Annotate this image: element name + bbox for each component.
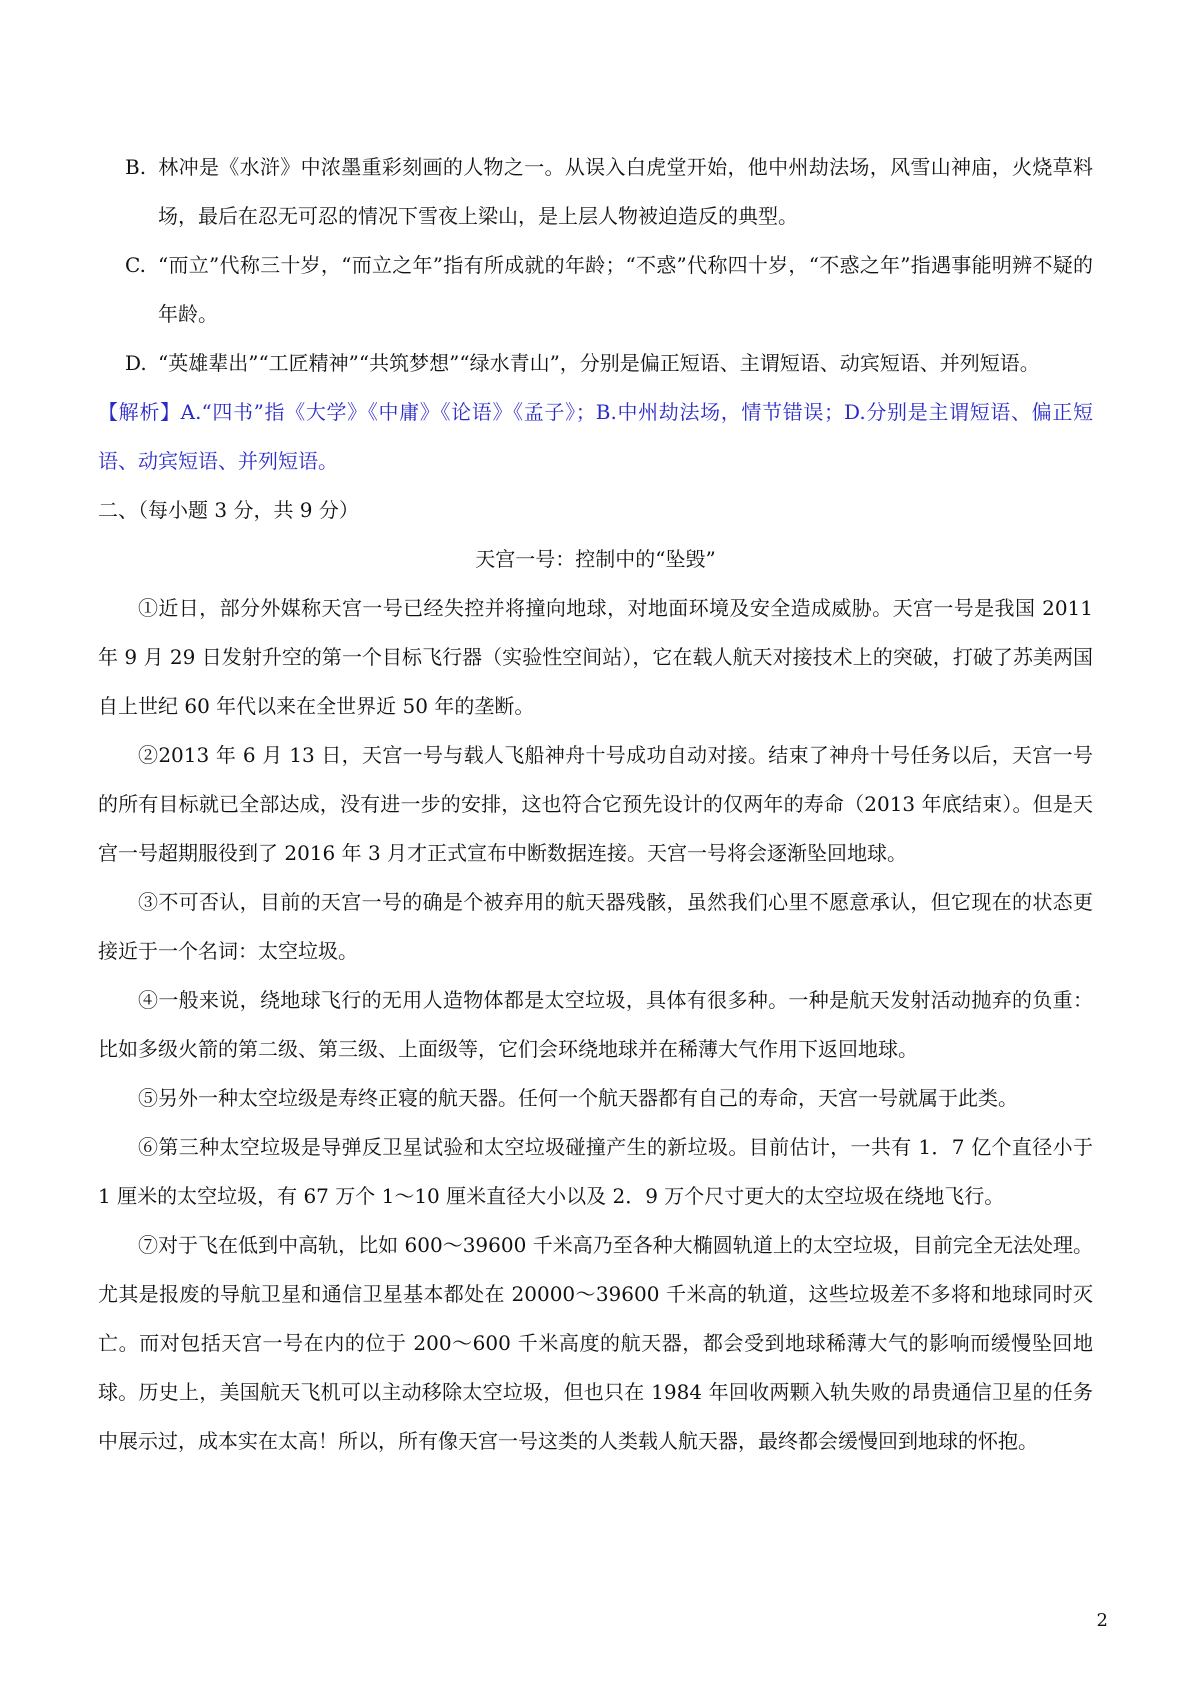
option-d [98, 339, 1093, 388]
option-text: “而立”代称三十岁，“而立之年”指有所成就的年龄；“不惑”代称四十岁，“不惑之年”指遇事能明辨不疑的年龄。 [158, 253, 1093, 326]
page-content [98, 143, 1093, 1466]
article-paragraph-6: ⑥第三种太空垃圾是导弹反卫星试验和太空垃圾碰撞产生的新垃圾。目前估计，一共有 1．7 亿个直径小于 1 厘米的太空垃圾，有 67 万个 1～10 厘米直径大小以及 2．9 万个尺寸更大的太空垃圾在绕地飞行。 [98, 1135, 1093, 1208]
option-letter: B. [125, 155, 147, 179]
article-title: 天宫一号：控制中的“坠毁” [475, 547, 716, 571]
section-heading: 二、（每小题 3 分，共 9 分） [98, 498, 359, 522]
option-letter: C. [125, 253, 146, 277]
option-text: “英雄辈出”“工匠精神”“共筑梦想”“绿水青山”，分别是偏正短语、主谓短语、动宾短语、并列短语。 [158, 351, 1040, 375]
article-paragraph-3: ③不可否认，目前的天宫一号的确是个被弃用的航天器残骸，虽然我们心里不愿意承认，但它现在的状态更接近于一个名词：太空垃圾。 [98, 890, 1093, 963]
option-c [98, 241, 1093, 339]
option-letter: D. [125, 351, 147, 375]
article-paragraph-1: ①近日，部分外媒称天宫一号已经失控并将撞向地球，对地面环境及安全造成威胁。天宫一号是我国 2011 年 9 月 29 日发射升空的第一个目标飞行器（实验性空间站），它在载人航天对接技术上的突破，打破了苏美两国自上世纪 60 年代以来在全世界近 50 年的垄断。 [98, 596, 1093, 718]
article-paragraph-5: ⑤另外一种太空垃级是寿终正寝的航天器。任何一个航天器都有自己的寿命，天宫一号就属于此类。 [138, 1086, 1018, 1110]
article-paragraph-2: ②2013 年 6 月 13 日，天宫一号与载人飞船神舟十号成功自动对接。结束了神舟十号任务以后，天宫一号的所有目标就已全部达成，没有进一步的安排，这也符合它预先设计的仅两年的寿命（2013 年底结束）。但是天宫一号超期服役到了 2016 年 3 月才正式宣布中断数据连接。天宫一号将会逐渐坠回地球。 [98, 743, 1093, 865]
article-paragraph-7: ⑦对于飞在低到中高轨，比如 600～39600 千米高乃至各种大椭圆轨道上的太空垃圾，目前完全无法处理。尤其是报废的导航卫星和通信卫星基本都处在 20000～39600 千米高的轨道，这些垃圾差不多将和地球同时灭亡。而对包括天宫一号在内的位于 200～600 千米高度的航天器，都会受到地球稀薄大气的影响而缓慢坠回地球。历史上，美国航天飞机可以主动移除太空垃圾，但也只在 1984 年回收两颗入轨失败的昂贵通信卫星的任务中展示过，成本实在太高！所以，所有像天宫一号这类的人类载人航天器，最终都会缓慢回到地球的怀抱。 [98, 1233, 1093, 1453]
article-paragraph-4: ④一般来说，绕地球飞行的无用人造物体都是太空垃圾，具体有很多种。一种是航天发射活动抛弃的负重：比如多级火箭的第二级、第三级、上面级等，它们会环绕地球并在稀薄大气作用下返回地球。 [98, 988, 1093, 1061]
option-b [98, 143, 1093, 241]
analysis-tag: 【解析】 [98, 400, 181, 424]
page-number: 2 [1096, 1610, 1108, 1631]
analysis-text: A.“四书”指《大学》《中庸》《论语》《孟子》；B.中州劫法场，情节错误；D.分别是主谓短语、偏正短语、动宾短语、并列短语。 [98, 400, 1094, 473]
option-text: 林冲是《水浒》中浓墨重彩刻画的人物之一。从误入白虎堂开始，他中州劫法场，风雪山神庙，火烧草料场，最后在忍无可忍的情况下雪夜上梁山，是上层人物被迫造反的典型。 [158, 155, 1093, 228]
analysis-block [98, 388, 1093, 486]
